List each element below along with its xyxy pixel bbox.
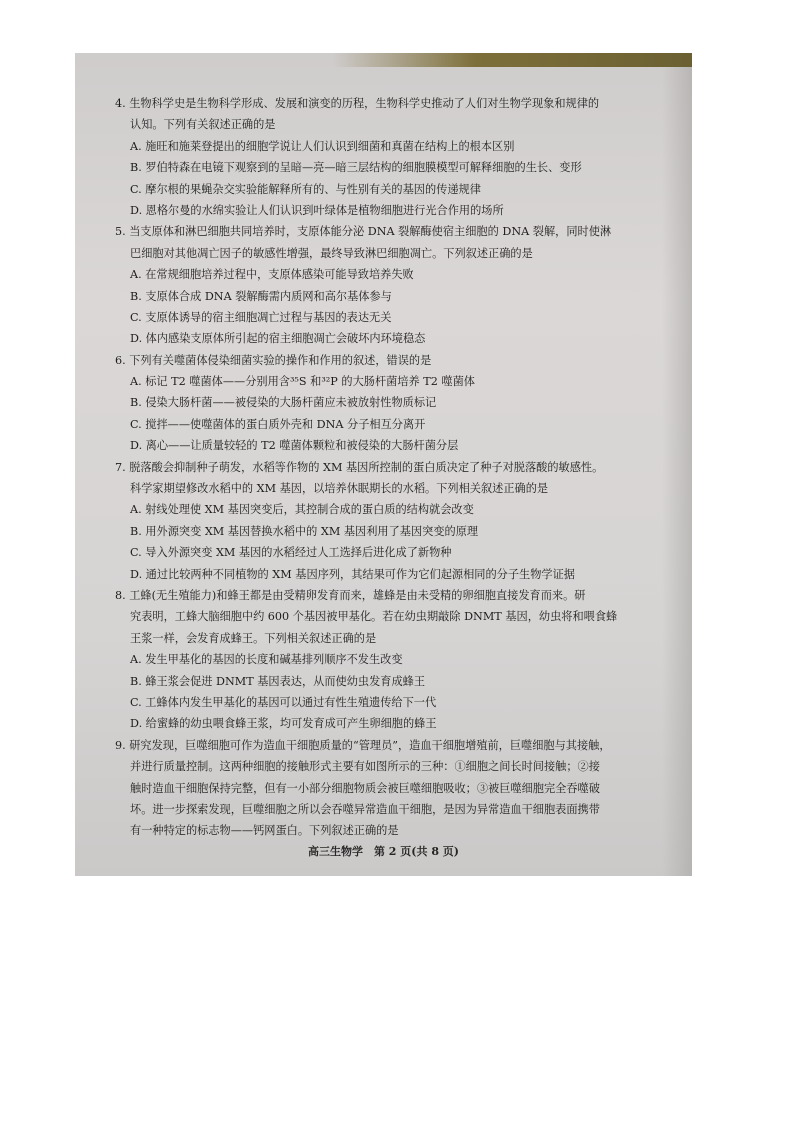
- answer-option: D. 体内感染支原体所引起的宿主细胞凋亡会破坏内环境稳态: [130, 332, 426, 346]
- answer-option: A. 施旺和施莱登提出的细胞学说让人们认识到细菌和真菌在结构上的根本区别: [130, 139, 515, 153]
- question-continuation: 巴细胞对其他凋亡因子的敏感性增强，最终导致淋巴细胞凋亡。下列叙述正确的是: [130, 246, 533, 260]
- answer-option: D. 给蜜蜂的幼虫喂食蜂王浆，均可发育成可产生卵细胞的蜂王: [130, 717, 437, 731]
- question-continuation: 坏。进一步探索发现，巨噬细胞之所以会吞噬异常造血干细胞，是因为异常造血干细胞表面携带: [130, 802, 600, 816]
- question-stem: 4. 生物科学史是生物科学形成、发展和演变的历程，生物科学史推动了人们对生物学现象和规律的: [115, 97, 600, 110]
- answer-option: A. 发生甲基化的基因的长度和碱基排列顺序不发生改变: [130, 653, 403, 667]
- answer-option: A. 标记 T2 噬菌体——分别用含³⁵S 和³²P 的大肠杆菌培养 T2 噬菌体: [130, 375, 475, 389]
- answer-option: C. 搅拌——使噬菌体的蛋白质外壳和 DNA 分子相互分离开: [130, 417, 426, 431]
- question-stem: 8. 工蜂(无生殖能力)和蜂王都是由受精卵发育而来，雄蜂是由未受精的卵细胞直接发育而来。研: [115, 588, 586, 602]
- answer-option: C. 导入外源突变 XM 基因的水稻经过人工选择后进化成了新物种: [130, 546, 452, 560]
- question-continuation: 有一种特定的标志物——钙网蛋白。下列叙述正确的是: [130, 824, 399, 838]
- answer-option: D. 恩格尔曼的水绵实验让人们认识到叶绿体是植物细胞进行光合作用的场所: [130, 203, 504, 217]
- answer-option: B. 支原体合成 DNA 裂解酶需内质网和高尔基体参与: [130, 289, 392, 303]
- question-continuation: 科学家期望修改水稻中的 XM 基因，以培养休眠期长的水稻。下列相关叙述正确的是: [130, 482, 549, 496]
- page-footer: 高三生物学 第 2 页(共 8 页): [307, 845, 460, 858]
- answer-option: D. 通过比较两种不同植物的 XM 基因序列，其结果可作为它们起源相同的分子生物学证据: [130, 567, 575, 581]
- background-corner: [332, 53, 692, 67]
- answer-option: B. 罗伯特森在电镜下观察到的呈暗—亮—暗三层结构的细胞膜模型可解释细胞的生长、变形: [130, 161, 582, 175]
- question-continuation: 并进行质量控制。这两种细胞的接触形式主要有如图所示的三种：①细胞之间长时间接触；②接: [130, 760, 600, 774]
- document-photo: [75, 53, 692, 876]
- question-continuation: 究表明，工蜂大脑细胞中约 600 个基因被甲基化。若在幼虫期敲除 DNMT 基因，幼虫将和喂食蜂: [130, 610, 618, 624]
- answer-option: B. 侵染大肠杆菌——被侵染的大肠杆菌应未被放射性物质标记: [130, 396, 437, 410]
- answer-option: A. 在常规细胞培养过程中，支原体感染可能导致培养失败: [130, 268, 414, 282]
- question-stem: 6. 下列有关噬菌体侵染细菌实验的操作和作用的叙述，错误的是: [115, 353, 432, 367]
- answer-option: D. 离心——让质量较轻的 T2 噬菌体颗粒和被侵染的大肠杆菌分层: [130, 439, 459, 453]
- question-stem: 7. 脱落酸会抑制种子萌发，水稻等作物的 XM 基因所控制的蛋白质决定了种子对脱落酸的敏感性。: [115, 460, 604, 474]
- question-text: [115, 93, 687, 842]
- question-continuation: 认知。下列有关叙述正确的是: [130, 118, 276, 132]
- answer-option: A. 射线处理使 XM 基因突变后，其控制合成的蛋白质的结构就会改变: [130, 503, 474, 517]
- question-stem: 5. 当支原体和淋巴细胞共同培养时，支原体能分泌 DNA 裂解酶使宿主细胞的 DNA 裂解，同时使淋: [115, 225, 612, 239]
- question-continuation: 王浆一样，会发育成蜂王。下列相关叙述正确的是: [130, 631, 377, 645]
- answer-option: B. 蜂王浆会促进 DNMT 基因表达，从而使幼虫发育成蜂王: [130, 674, 426, 688]
- answer-option: C. 摩尔根的果蝇杂交实验能解释所有的、与性别有关的基因的传递规律: [130, 182, 481, 196]
- question-stem: 9. 研究发现，巨噬细胞可作为造血干细胞质量的“管理员”，造血干细胞增殖前，巨噬细胞与其接触，: [115, 738, 611, 752]
- question-continuation: 触时造血干细胞保持完整，但有一小部分细胞物质会被巨噬细胞吸收；③被巨噬细胞完全吞噬破: [130, 781, 600, 795]
- answer-option: B. 用外源突变 XM 基因替换水稻中的 XM 基因利用了基因突变的原理: [130, 524, 479, 538]
- answer-option: C. 支原体诱导的宿主细胞凋亡过程与基因的表达无关: [130, 310, 392, 324]
- answer-option: C. 工蜂体内发生甲基化的基因可以通过有性生殖遗传给下一代: [130, 695, 437, 709]
